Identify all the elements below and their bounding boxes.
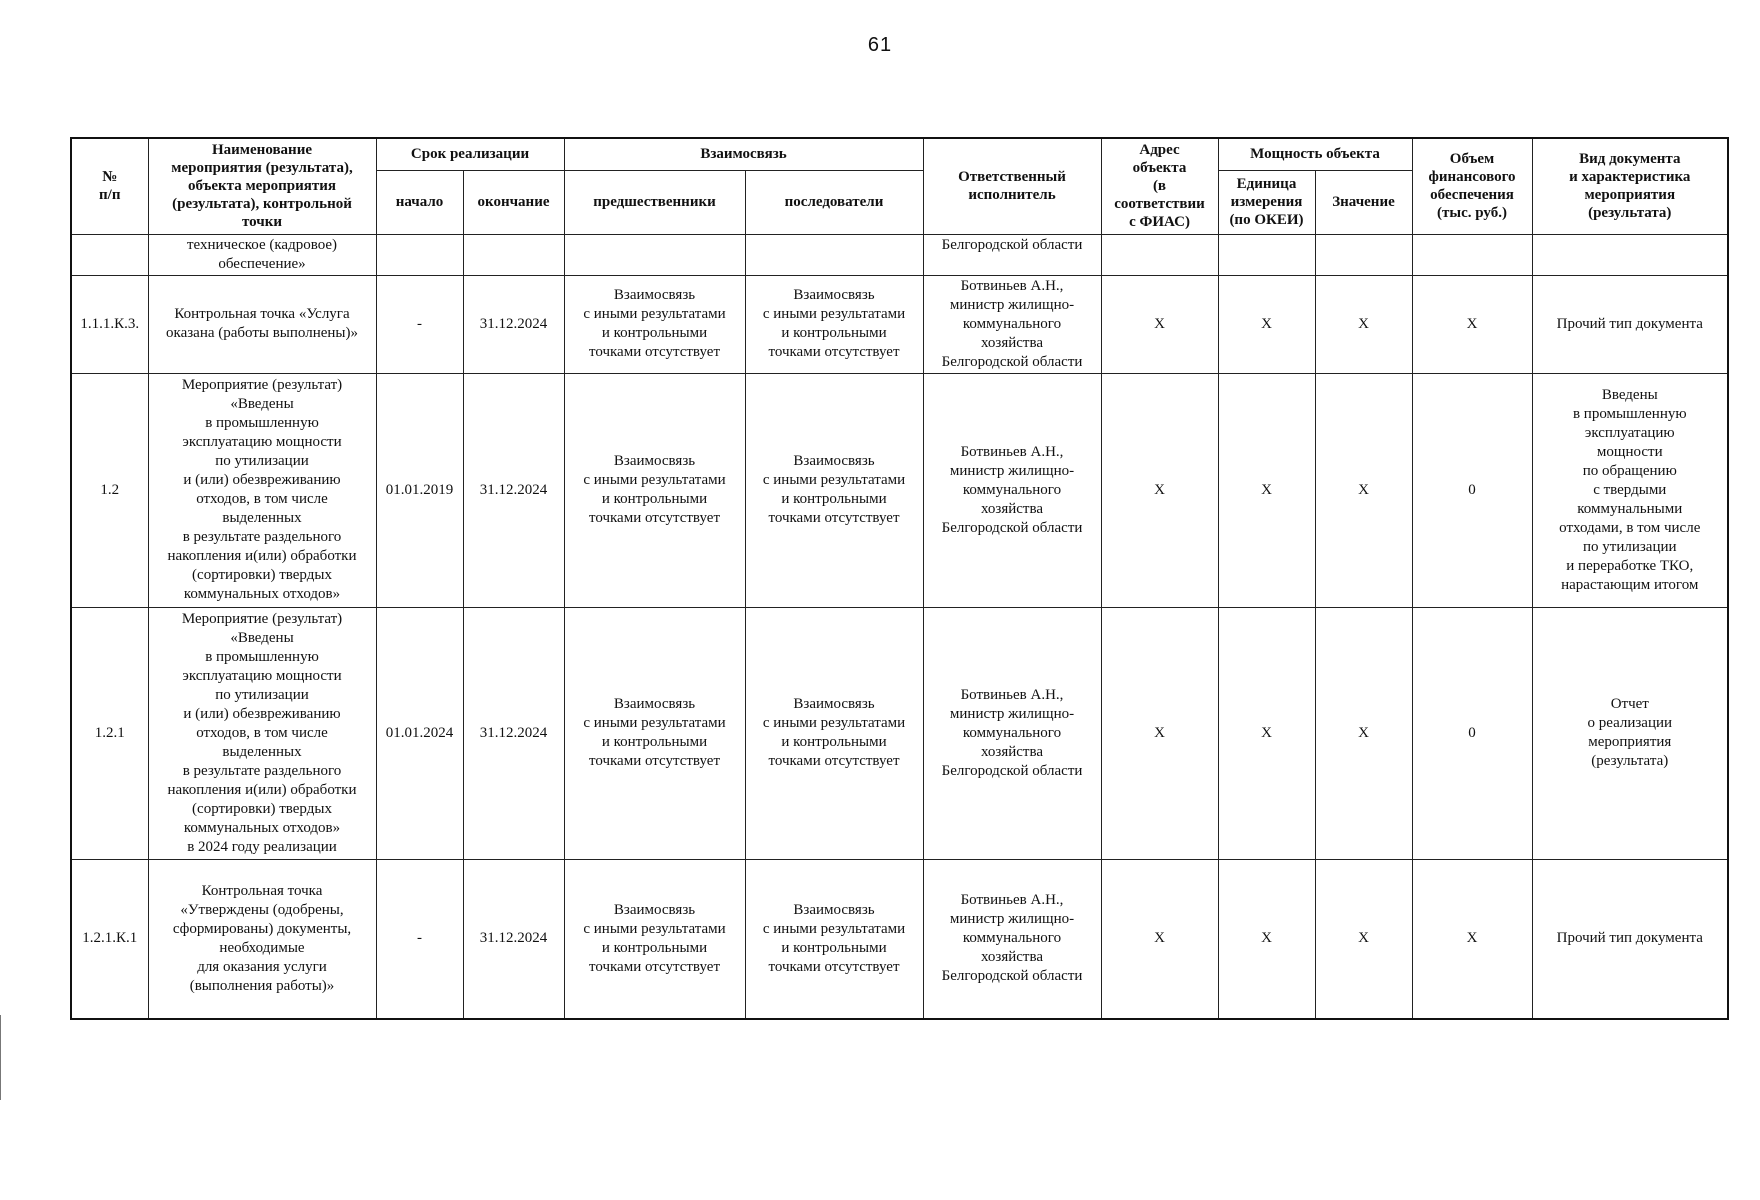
cell-unit: X	[1218, 373, 1315, 607]
cell-doc: Введены в промышленную эксплуатацию мощности по обращению с твердыми коммунальными отходами, в том числе по утилизации и переработке ТКО, нарастающим итогом	[1532, 373, 1728, 607]
cell-doc: Отчет о реализации мероприятия (результата)	[1532, 607, 1728, 859]
cell-address: X	[1101, 373, 1218, 607]
header-link-next: последователи	[745, 170, 923, 234]
table-row	[71, 373, 1728, 607]
cell-num: 1.2.1.К.1	[71, 859, 148, 1019]
cell-value: X	[1315, 275, 1412, 373]
cell-executor: Ботвиньев А.Н., министр жилищно- коммунального хозяйства Белгородской области	[923, 607, 1101, 859]
cell-finance: X	[1412, 275, 1532, 373]
cell-executor: Ботвиньев А.Н., министр жилищно- коммунального хозяйства Белгородской области	[923, 275, 1101, 373]
cell-finance	[1412, 234, 1532, 275]
cell-name: Контрольная точка «Услуга оказана (работы выполнены)»	[148, 275, 376, 373]
table-row	[71, 607, 1728, 859]
scan-margin-line	[0, 1015, 1, 1100]
cell-num: 1.1.1.К.3.	[71, 275, 148, 373]
cell-address: X	[1101, 859, 1218, 1019]
cell-unit: X	[1218, 607, 1315, 859]
cell-next: Взаимосвязь с иными результатами и контрольными точками отсутствует	[745, 275, 923, 373]
cell-finance: X	[1412, 859, 1532, 1019]
cell-finance: 0	[1412, 607, 1532, 859]
cell-value: X	[1315, 859, 1412, 1019]
cell-prev: Взаимосвязь с иными результатами и контрольными точками отсутствует	[564, 373, 745, 607]
cell-next: Взаимосвязь с иными результатами и контрольными точками отсутствует	[745, 607, 923, 859]
cell-name: Контрольная точка «Утверждены (одобрены, сформированы) документы, необходимые для оказания услуги (выполнения работы)»	[148, 859, 376, 1019]
header-capacity-value: Значение	[1315, 170, 1412, 234]
header-term-start: начало	[376, 170, 463, 234]
cell-end: 31.12.2024	[463, 859, 564, 1019]
cell-executor: Ботвиньев А.Н., министр жилищно- коммунального хозяйства Белгородской области	[923, 859, 1101, 1019]
cell-name: Мероприятие (результат) «Введены в промышленную эксплуатацию мощности по утилизации и (или) обезвреживанию отходов, в том числе выделенных в результате раздельного накопления и(или) обработки (сортировки) твердых коммунальных отходов»	[148, 373, 376, 607]
cell-name: Мероприятие (результат) «Введены в промышленную эксплуатацию мощности по утилизации и (или) обезвреживанию отходов, в том числе выделенных в результате раздельного накопления и(или) обработки (сортировки) твердых коммунальных отходов» в 2024 году реализации	[148, 607, 376, 859]
cell-unit: X	[1218, 859, 1315, 1019]
cell-prev	[564, 234, 745, 275]
header-name: Наименование мероприятия (результата), объекта мероприятия (результата), контрольной точки	[148, 138, 376, 234]
cell-end: 31.12.2024	[463, 607, 564, 859]
cell-start: -	[376, 859, 463, 1019]
header-doc-type: Вид документа и характеристика мероприятия (результата)	[1532, 138, 1728, 234]
table-row	[71, 859, 1728, 1019]
cell-prev: Взаимосвязь с иными результатами и контрольными точками отсутствует	[564, 859, 745, 1019]
plan-table	[70, 137, 1729, 1020]
cell-end	[463, 234, 564, 275]
cell-address: X	[1101, 275, 1218, 373]
cell-num	[71, 234, 148, 275]
cell-start: -	[376, 275, 463, 373]
cell-doc: Прочий тип документа	[1532, 275, 1728, 373]
cell-next	[745, 234, 923, 275]
cell-end: 31.12.2024	[463, 373, 564, 607]
cell-end: 31.12.2024	[463, 275, 564, 373]
header-executor: Ответственный исполнитель	[923, 138, 1101, 234]
header-link-prev: предшественники	[564, 170, 745, 234]
cell-name: техническое (кадровое) обеспечение»	[148, 234, 376, 275]
cell-unit: X	[1218, 275, 1315, 373]
cell-next: Взаимосвязь с иными результатами и контрольными точками отсутствует	[745, 373, 923, 607]
cell-doc	[1532, 234, 1728, 275]
header-term: Срок реализации	[376, 138, 564, 170]
cell-start: 01.01.2024	[376, 607, 463, 859]
header-num: № п/п	[71, 138, 148, 234]
table-row	[71, 275, 1728, 373]
cell-executor: Белгородской области	[923, 234, 1101, 275]
cell-value	[1315, 234, 1412, 275]
cell-unit	[1218, 234, 1315, 275]
cell-value: X	[1315, 607, 1412, 859]
header-capacity: Мощность объекта	[1218, 138, 1412, 170]
cell-address: X	[1101, 607, 1218, 859]
header-finance: Объем финансового обеспечения (тыс. руб.)	[1412, 138, 1532, 234]
cell-next: Взаимосвязь с иными результатами и контрольными точками отсутствует	[745, 859, 923, 1019]
cell-start: 01.01.2019	[376, 373, 463, 607]
page-number: 61	[867, 34, 893, 56]
cell-num: 1.2	[71, 373, 148, 607]
cell-address	[1101, 234, 1218, 275]
cell-value: X	[1315, 373, 1412, 607]
cell-num: 1.2.1	[71, 607, 148, 859]
header-link: Взаимосвязь	[564, 138, 923, 170]
cell-prev: Взаимосвязь с иными результатами и контрольными точками отсутствует	[564, 607, 745, 859]
header-term-end: окончание	[463, 170, 564, 234]
table-row	[71, 234, 1728, 275]
cell-start	[376, 234, 463, 275]
header-address: Адрес объекта (в соответствии с ФИАС)	[1101, 138, 1218, 234]
cell-prev: Взаимосвязь с иными результатами и контрольными точками отсутствует	[564, 275, 745, 373]
header-capacity-unit: Единица измерения (по ОКЕИ)	[1218, 170, 1315, 234]
cell-doc: Прочий тип документа	[1532, 859, 1728, 1019]
cell-finance: 0	[1412, 373, 1532, 607]
cell-executor: Ботвиньев А.Н., министр жилищно- коммунального хозяйства Белгородской области	[923, 373, 1101, 607]
